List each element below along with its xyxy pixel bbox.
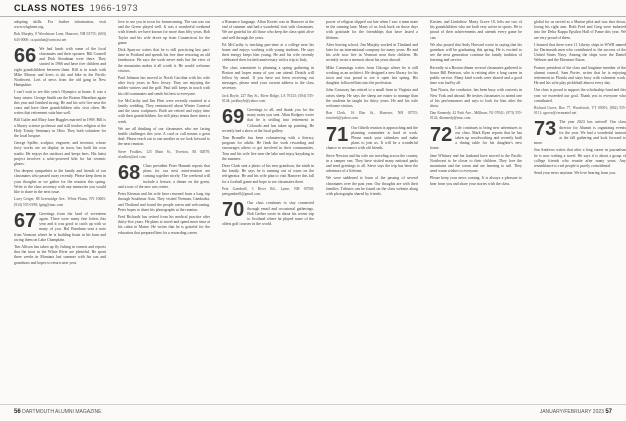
note-text: Larry Geiger, 88 Greenridge Ave., White Plains, NY 10605; (914) 555-0198; lgeig@mac.com	[14, 197, 106, 207]
class-year-lead-paragraph	[118, 164, 210, 190]
note-text: Steve Foulkes, 123 Main St., Tiverton, RI 02878; sfoulkes@aol.com	[118, 149, 210, 159]
note-paragraph	[222, 43, 314, 64]
note-text: Richard Grove, Box 77, Woodstock, VT 05091; (802) 555-0111; rgrove@vermontel.net	[534, 106, 626, 116]
text-column	[534, 20, 626, 402]
note-paragraph	[430, 176, 522, 186]
note-text: Jim Andrews writes that after a long career in journalism he is now writing a novel. He says it is about a group of college friends who reunite after many years. Any resemblance to real people is purely coincidental.	[534, 148, 626, 169]
note-text: John Conaway has retired to a small farm in Virginia and raises sheep. He says the sheep are easier to manage than the students he taught for thirty years. He and his wife welcome visitors.	[326, 88, 418, 109]
note-text: I learned that there were 11 Liberty ships in WWII named for Dartmouth men who contributed to the success of the United States Navy. Among the ships were the Daniel Webster and the Ebenezer Eaton.	[534, 42, 626, 63]
note-text: Steve Newton and his wife are traveling across the country in a camper van. They have visited many national parks and send greetings to all. Steve says the trip has been the adventure of a lifetime.	[326, 153, 418, 174]
note-text: George Spiller, sculptor, engraver, and inventor, whose forty works are on display in town, has built his own studio. He enjoys the outdoors and keeps bees. His latest project involves a solar-powered kiln for his ceramic glazes.	[14, 141, 106, 167]
note-text: We also posted that Andy Harvard wrote in saying that his grandson will be graduating this spring. He is excited to see the next generation continue the family tradition of learning and service.	[430, 42, 522, 63]
note-text: Jane Whitney and her husband have moved to the Pacific Northwest to be closer to their children. They love the mountains and the ocean and are learning to sail. They send warm wishes to everyone.	[430, 153, 522, 174]
note-text: power of religion slipped out late when I saw a team mate in the running lane. Many of us look back on those days with gratitude for the friendships that have lasted a lifetime.	[326, 20, 418, 40]
note-paragraph	[118, 48, 210, 74]
note-text: Tom Brunelle has been volunteering with a literacy program for adults. He finds the work rewarding and encourages others to get involved in their communities. Tom and his wife live near the lake and enjoy kayaking in the summer.	[222, 136, 314, 161]
note-paragraph	[430, 154, 522, 175]
note-paragraph	[14, 169, 106, 195]
note-text: Our deepest sympathies to the family and friends of our classmates who passed away recently. Please keep them in your thoughts as we gather for the reunion this spring. Write to the class secretary with any memories you would like to share in the next issue.	[14, 169, 106, 195]
class-year-lead-paragraph	[430, 123, 522, 152]
note-text: Ron Clerk, 16 Elm St., Hanover, NH 03755; ronclerk@yahoo.com	[326, 111, 418, 121]
note-text: love to see you in town for homecoming. The sun was out and the Green played well. It was a wonderful weekend with friends we have known for more than fifty years. Bob Taylor and his wife drove up from Connecticut for the game.	[118, 20, 210, 45]
note-paragraph	[118, 20, 210, 46]
note-text: a Romance language. Allan Kovett was in Hanover at the end of summer and had a wonderful visit with classmates. We are grateful for all those who keep the class spirit alive and well through the years.	[222, 20, 314, 40]
note-text: Mike Cummings writes from Chicago where he is still working as an architect. He designed a new library for his town and was proud to see it open last spring. His daughter followed him into the profession.	[326, 65, 418, 86]
note-text: Fred Richards has retired from his medical practice after thirty-five years. He plans to travel and spend more time at his cabin in Maine. He writes that he is grateful for the education that prepared him for a rewarding career.	[118, 214, 210, 235]
note-paragraph	[534, 66, 626, 87]
note-text: Bill Cutler and Mary Jane Ruggles married in 1969. Bill is a library science professor and still teaches religion at the Holy Trinity Seminary in Ohio. They both volunteer for the local hospice.	[14, 118, 106, 139]
note-paragraph	[222, 20, 314, 41]
note-paragraph	[326, 176, 418, 197]
text-column	[14, 20, 106, 402]
note-text: We are all thinking of our classmates who are facing health challenges this year. A card or call means a great deal. Please reach out to one another as we look forward to the next reunion.	[118, 126, 210, 147]
note-text: adopting skills. For further information, visit www.whgfarm.org.	[14, 20, 106, 30]
note-text: Send your news anytime. We love hearing from you.	[534, 171, 616, 176]
note-text: Dick Sparrow writes that he is still practicing law part-time in Portland and spends his free time restoring an old farmhouse. He says the work never ends but the view of the mountains makes it all worth it. He would welcome visitors.	[118, 48, 210, 73]
note-text: Paul Johnson has moved to North Carolina with his wife after forty years in New Jersey. They are enjoying the milder winters and the golf. Paul still keeps in touch with his old roommates and sends his best to everyone.	[118, 76, 210, 96]
note-text: We had lunch with some of the local classmates and their spouses. Bill Connell and Dick Steadman were there. They started in 1966 and have five children and eight grandchildren between them. Bill is in touch with Mike Murray and loves to ski and bike in the Pacific Northwest. Lots of news from the old gang in New Hampshire.	[14, 46, 106, 88]
page-footer	[0, 404, 626, 421]
note-paragraph	[534, 88, 626, 104]
note-text: After leaving school, Jim Murphy worked in Thailand and later for an international company for many years. He and his wife now live in Vermont near their children. He recently wrote a memoir about his years abroad.	[326, 42, 418, 63]
note-text: Kirsten, and Lindaliew. Marty Grove 10, lefts are two of his grandchildren who are both very active in sports. He is proud of their achievements and attends every game he can.	[430, 20, 522, 40]
class-year-lead-paragraph	[534, 120, 626, 146]
note-text: Jack Boyle, 227 Bay St., River Ridge, LA 70123; (504) 555-0144; jackboyle@yahoo.com	[222, 93, 314, 103]
text-column	[222, 20, 314, 402]
class-secretary-contact	[222, 94, 314, 104]
magazine-name: DARTMOUTH ALUMNI MAGAZINE	[22, 409, 102, 415]
note-text: Please keep your news coming. It is always a pleasure to hear from you and share your stories with the class.	[430, 176, 522, 186]
note-paragraph	[534, 20, 626, 41]
issue-date: JANUARY/FEBRUARY 2023	[539, 409, 604, 415]
note-paragraph	[222, 66, 314, 92]
note-text: Greetings from the land of seventeen again. There were many fine letters this year and it was good to catch up with so many of you. Hal Burnham sent a note from Vermont where he is building boats in his barn and racing them on Lake Champlain.	[14, 211, 106, 242]
text-column	[326, 20, 418, 402]
class-secretary-contact	[118, 150, 210, 160]
note-text: Peter Kiernan and his wife have returned from a long trip through Southeast Asia. They visited Vietnam, Cambodia, and Thailand and found the people warm and welcoming. Peter hopes to share his photographs at the reunion.	[118, 192, 210, 212]
note-text: We were saddened to learn of the passing of several classmates over the past year. Our thoughts are with their families. Tributes can be found on the class website along with photographs shared by friends.	[326, 176, 418, 197]
note-paragraph	[14, 20, 106, 30]
note-paragraph	[118, 127, 210, 148]
note-text: Bob Murphy, 8 Woodstone Lane, Hanover, NH 03755; (603) 643-0000; ca.quinlan@comcast.net	[14, 32, 106, 42]
class-year-numeral: 68	[118, 162, 141, 185]
page-header	[0, 0, 626, 17]
class-year-numeral: 67	[14, 209, 37, 232]
note-text: The class committee is planning a spring gathering in Boston and hopes many of you can attend. Details will follow by email. If you have not been receiving our messages, please send your current address to the class secretary.	[222, 65, 314, 91]
note-paragraph	[118, 76, 210, 97]
class-year-numeral: 69	[222, 106, 245, 129]
note-paragraph	[326, 154, 418, 175]
note-paragraph	[534, 148, 626, 169]
note-paragraph	[430, 66, 522, 87]
section-title: CLASS NOTES 1966-1973	[14, 3, 139, 13]
note-paragraph	[326, 88, 418, 109]
note-text: Joe McCarthy and Jim Flint were recently reunited at a family wedding. They reminisced about Winter Carnival and the snow sculptures. Both are retired and enjoy time with their grandchildren. Joe still plays tennis three times a week.	[118, 98, 210, 124]
class-year-lead-paragraph	[326, 123, 418, 152]
text-column	[430, 20, 522, 402]
class-year-lead-paragraph	[222, 108, 314, 134]
note-text: Greetings to all, and thank you for the many notes you sent. Allan Rodgers wrote that he is settling into retirement in Colorado and has taken up painting. He recently had a show at the local gallery.	[222, 108, 314, 133]
class-secretary-contact	[222, 187, 314, 197]
note-paragraph	[326, 20, 418, 41]
class-secretary-contact	[14, 197, 106, 207]
note-paragraph	[118, 215, 210, 236]
note-text: Recently at a Boston dinner several classmates gathered to honor Bill Peterson, who is retiring after a long career in public service. Many kind words were shared and a good time was had by all.	[430, 65, 522, 86]
note-text: Tim Allison has taken up fly fishing in earnest and reports that the trout in the White River are plentiful. He spent three weeks in Montana last summer with his son and grandsons and hopes to return next year.	[14, 244, 106, 265]
note-text: global for us served as a Marine pilot and was shot down, losing his right arm. Both Fred and Greg were inducted into the Delta Kappa Epsilon Hall of Fame this year. We are very proud of them.	[534, 20, 626, 40]
note-paragraph	[14, 90, 106, 116]
class-secretary-contact	[534, 106, 626, 116]
footer-right	[540, 409, 612, 415]
note-text: Former president of the class and longtime member of the alumni council, Sam Porter, writes that he is enjoying retirement in Florida and stays busy with volunteer work. He and his wife play pickleball almost every day.	[534, 65, 626, 86]
note-paragraph	[430, 88, 522, 109]
class-year-lead-paragraph	[14, 44, 106, 89]
note-paragraph	[430, 43, 522, 64]
note-text: Dave Clark sent a photo of his new grandson, the ninth in the family. He says he is running out of room on the refrigerator. He and his wife plan to visit Hanover this fall for a football game and hope to see classmates there.	[222, 164, 314, 184]
note-paragraph	[14, 118, 106, 139]
class-secretary-contact	[430, 111, 522, 121]
page-number-left: 56	[14, 409, 21, 415]
note-paragraph	[118, 99, 210, 125]
footer-left	[14, 409, 101, 415]
class-year-numeral: 66	[14, 44, 37, 67]
class-secretary-contact	[14, 32, 106, 42]
note-paragraph	[222, 164, 314, 185]
class-year-numeral: 73	[534, 118, 557, 141]
class-secretary-contact	[326, 111, 418, 121]
note-text: Our class continues to stay connected through email and occasional gatherings. Bob Gerber wrote in about his recent trip to Scotland where he played some of the oldest golf courses in the world.	[222, 201, 314, 227]
text-column	[118, 20, 210, 402]
note-text: Ed McCarthy is teaching part-time at a college near his home and enjoys working with young students. He says their energy keeps him young. He and his wife recently celebrated their fortieth anniversary with a trip to Italy.	[222, 42, 314, 63]
page-number-right: 57	[605, 409, 612, 415]
note-paragraph	[14, 141, 106, 167]
note-paragraph	[14, 245, 106, 266]
note-paragraph	[534, 43, 626, 64]
note-paragraph	[326, 66, 418, 87]
class-year-lead-paragraph	[222, 201, 314, 227]
class-year-numeral: 70	[222, 199, 245, 222]
note-text: Class president Peter Hannah reports that plans for our next mini-reunion are coming together nicely. The weekend will include a lecture, a dinner on the green, and a tour of the new arts center.	[118, 164, 210, 189]
note-text: Pete Gambrell, 5 River Rd., Lyme, NH 03768; petegambrell@gmail.com	[222, 186, 314, 197]
note-text: Life continues to bring new adventures to our class. Mark Ryan reports that he has taken up woodworking and recently built a dining table for his daughter's new home.	[430, 125, 522, 151]
note-paragraph	[534, 171, 626, 176]
note-text: Dan Kennedy, 42 Park Ave., Millburn, NJ 07041; (973) 555-0122; dkennedy@mac.com	[430, 111, 522, 121]
note-text: Our fiftieth reunion is approaching and the planning committee is hard at work. Please mark your calendars and make plans to join us. It will be a wonderful chance to reconnect with old friends.	[326, 125, 418, 151]
class-year-range: 1966-1973	[89, 3, 139, 13]
class-year-numeral: 71	[326, 123, 349, 146]
note-text: Tom Norris, the conductor, has been busy with concerts in New York and abroad. He invites classmates to attend one of his performances and says to look for him after the show.	[430, 88, 522, 109]
note-text: The year 2023 has arrived! Our class director for Alumni is organizing events for the year. We had a wonderful turnout at the fall gathering and look forward to more.	[534, 120, 626, 146]
note-text: I can't wait to see this year's Olympics at home. It was a busy winter. George Smith ran the Boston Marathon again this year and finished strong. He and his wife live near the coast and have three grandchildren who visit often. He writes that retirement suits him well.	[14, 90, 106, 116]
class-year-numeral: 72	[430, 123, 453, 146]
note-paragraph	[118, 192, 210, 213]
note-paragraph	[430, 20, 522, 41]
note-text: Our class is proud to support the scholarship fund and this year we exceeded our goal. Thank you to everyone who contributed.	[534, 88, 626, 103]
note-paragraph	[222, 136, 314, 162]
class-year-lead-paragraph	[14, 209, 106, 243]
note-paragraph	[326, 43, 418, 64]
